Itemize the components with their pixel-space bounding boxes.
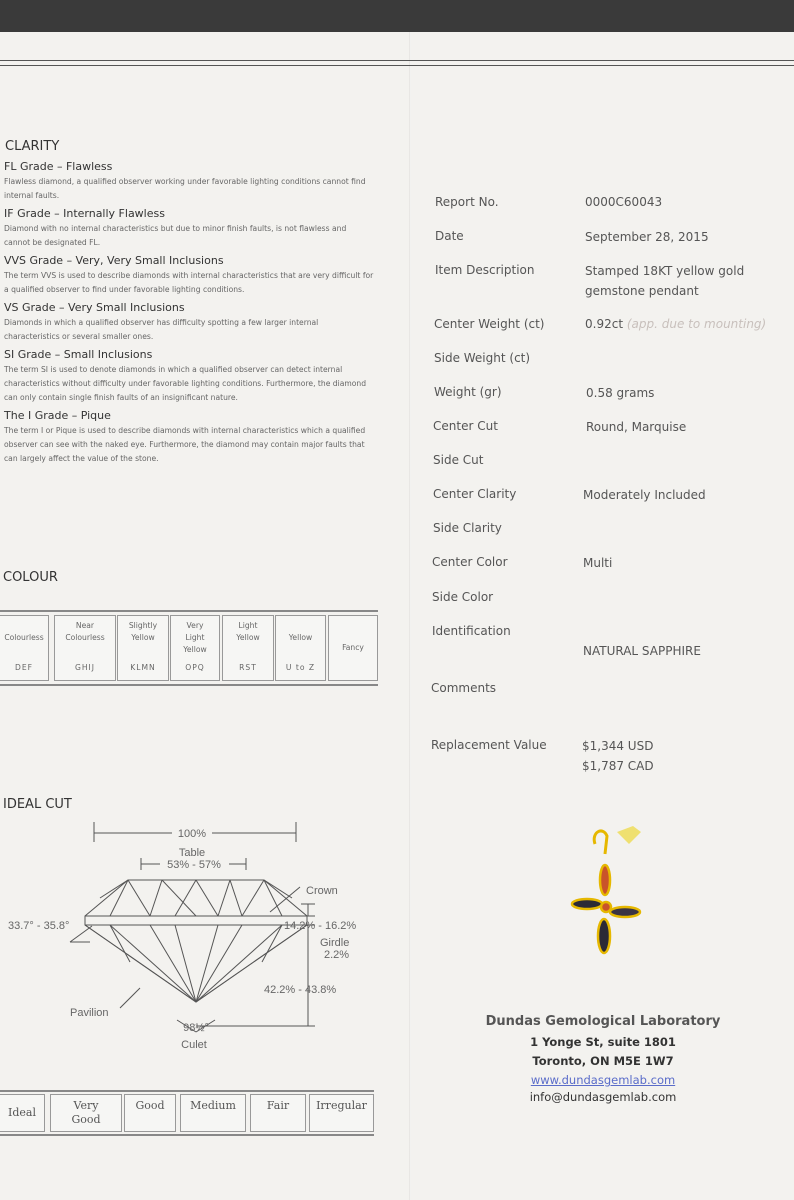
report-label: Side Weight (ct) xyxy=(434,351,531,365)
colour-cell-top: Colourless xyxy=(4,633,44,642)
cut-grade-cell: Irregular xyxy=(309,1094,374,1132)
report-label: Date xyxy=(435,229,464,243)
report-label: Weight (gr) xyxy=(434,385,502,399)
colour-cell xyxy=(54,615,116,681)
top-rule xyxy=(0,60,794,61)
report-label: Center Cut xyxy=(433,419,498,433)
colour-cell-top: Fancy xyxy=(342,643,364,652)
center-weight-value: 0.92ct xyxy=(585,317,624,331)
colour-cell-top: Very Light Yellow xyxy=(183,621,207,654)
report-value: Stamped 18KT yellow gold gemstone pendant xyxy=(585,264,745,298)
diagram-width-label: 100% xyxy=(177,828,207,840)
colour-cell xyxy=(117,615,169,681)
diagram-crown-height: 14.2% - 16.2% xyxy=(284,920,357,932)
colour-cell xyxy=(275,615,326,681)
report-label: Center Color xyxy=(432,555,508,569)
report-value xyxy=(585,314,766,334)
replacement-value-cad: $1,787 CAD xyxy=(582,759,654,773)
cut-grade-cell: Very Good xyxy=(50,1094,122,1132)
grade-title: VVS Grade – Very, Very Small Inclusions xyxy=(4,254,224,267)
lab-name: Dundas Gemological Laboratory xyxy=(485,1014,721,1029)
lab-email[interactable]: info@dundasgemlab.com xyxy=(529,1090,677,1104)
cut-grade-table xyxy=(0,1090,374,1136)
grade-description: Flawless diamond, a qualified observer working under favorable lighting conditions cannot find internal faults. xyxy=(4,177,366,200)
report-value xyxy=(582,736,654,776)
colour-cell-bottom: GHIJ xyxy=(74,663,96,672)
top-rule xyxy=(0,65,794,66)
cut-grade-cell: Ideal xyxy=(0,1094,45,1132)
diagram-crown-angle: 33.7° - 35.8° xyxy=(8,920,70,932)
diagram-girdle-label: Girdle xyxy=(320,937,350,949)
report-label: Side Color xyxy=(432,590,494,604)
grade-title: FL Grade – Flawless xyxy=(4,160,113,173)
colour-cell xyxy=(0,615,49,681)
lab-website-link[interactable]: www.dundasgemlab.com xyxy=(530,1073,676,1087)
clarity-heading: CLARITY xyxy=(5,139,60,154)
grade-title: The I Grade – Pique xyxy=(4,409,111,422)
diagram-pavilion-label: Pavilion xyxy=(70,1007,109,1019)
cut-grade-cell: Medium xyxy=(180,1094,246,1132)
ideal-cut-heading: IDEAL CUT xyxy=(3,797,72,812)
report-value: Multi xyxy=(583,556,613,570)
diagram-girdle-value: 2.2% xyxy=(324,949,350,961)
colour-cell-top: Slightly Yellow xyxy=(128,621,158,642)
grade-description: Diamond with no internal characteristics but due to minor finish faults, is not flawless and cannot be designated FL. xyxy=(4,224,347,247)
lab-address-line1: 1 Yonge St, suite 1801 xyxy=(530,1035,676,1049)
colour-heading: COLOUR xyxy=(3,570,58,585)
diagram-pavilion-depth: 42.2% - 43.8% xyxy=(264,984,337,996)
colour-cell-top: Light Yellow xyxy=(236,621,260,642)
grade-title: VS Grade – Very Small Inclusions xyxy=(4,301,185,314)
colour-cell xyxy=(222,615,274,681)
clarity-grades xyxy=(4,160,374,466)
cut-grade-cell: Good xyxy=(124,1094,176,1132)
colour-cell-bottom: OPQ xyxy=(185,663,205,672)
lab-info xyxy=(412,1014,794,1104)
report-label: Report No. xyxy=(435,195,499,209)
report-value: 0000C60043 xyxy=(585,195,663,209)
diagram-table-range: 53% - 57% xyxy=(167,859,221,871)
grade-description: The term SI is used to denote diamonds in which a qualified observer can detect internal characteristics without difficulty under favorable lighting conditions. Furthermore, the diamond can only contain single finish faults of an insignificant nature. xyxy=(4,365,367,402)
colour-cell-top: Near Colourless xyxy=(65,621,105,642)
diagram-crown-label: Crown xyxy=(306,885,338,897)
report-value: NATURAL SAPPHIRE xyxy=(583,644,701,658)
pendant-photo xyxy=(555,822,675,972)
colour-cell-bottom: DEF xyxy=(14,663,33,672)
report-label: Center Clarity xyxy=(433,487,517,501)
colour-scale-table xyxy=(0,610,378,686)
colour-cell-bottom: U to Z xyxy=(285,663,316,672)
report-label: Replacement Value xyxy=(431,738,547,752)
page-fold xyxy=(409,32,411,1200)
report-label: Identification xyxy=(432,624,511,638)
report-value: 0.58 grams xyxy=(586,386,655,400)
diamond-proportions-diagram xyxy=(0,812,400,1051)
colour-cell-bottom: RST xyxy=(239,663,257,672)
colour-cell xyxy=(328,615,378,681)
colour-cell-bottom: KLMN xyxy=(130,663,156,672)
colour-cell xyxy=(170,615,220,681)
diagram-table-label: Table xyxy=(178,847,206,859)
report-label: Item Description xyxy=(435,263,535,277)
report-value: September 28, 2015 xyxy=(585,230,709,244)
diagram-culet-label: Culet xyxy=(181,1039,207,1051)
grade-description: Diamonds in which a qualified observer has difficulty spotting a few larger internal characteristics or several smaller ones. xyxy=(4,318,319,341)
grade-description: The term VVS is used to describe diamonds with internal characteristics that are very difficult for a qualified observer to find under favorable lighting conditions. xyxy=(4,271,374,294)
colour-cell-top: Yellow xyxy=(288,633,313,642)
grade-title: SI Grade – Small Inclusions xyxy=(4,348,153,361)
center-weight-note: (app. due to mounting) xyxy=(626,317,767,331)
report-label: Side Clarity xyxy=(433,521,502,535)
appraisal-document xyxy=(0,32,794,1200)
report-value: Round, Marquise xyxy=(586,420,687,434)
lab-address-line2: Toronto, ON M5E 1W7 xyxy=(532,1054,674,1068)
grade-description: The term I or Pique is used to describe diamonds with internal characteristics which a qualified observer can see with the naked eye. Furthermore, the diamond may contain major faults that can largely affect the value of the stone. xyxy=(4,426,366,463)
grade-title: IF Grade – Internally Flawless xyxy=(4,207,165,220)
cut-grade-cell: Fair xyxy=(250,1094,306,1132)
report-label: Comments xyxy=(431,681,497,695)
report-label: Side Cut xyxy=(433,453,484,467)
report-value: Moderately Included xyxy=(583,488,706,502)
diagram-culet-value: 98½° xyxy=(183,1022,209,1034)
replacement-value-usd: $1,344 USD xyxy=(582,739,654,753)
report-label: Center Weight (ct) xyxy=(434,317,545,331)
